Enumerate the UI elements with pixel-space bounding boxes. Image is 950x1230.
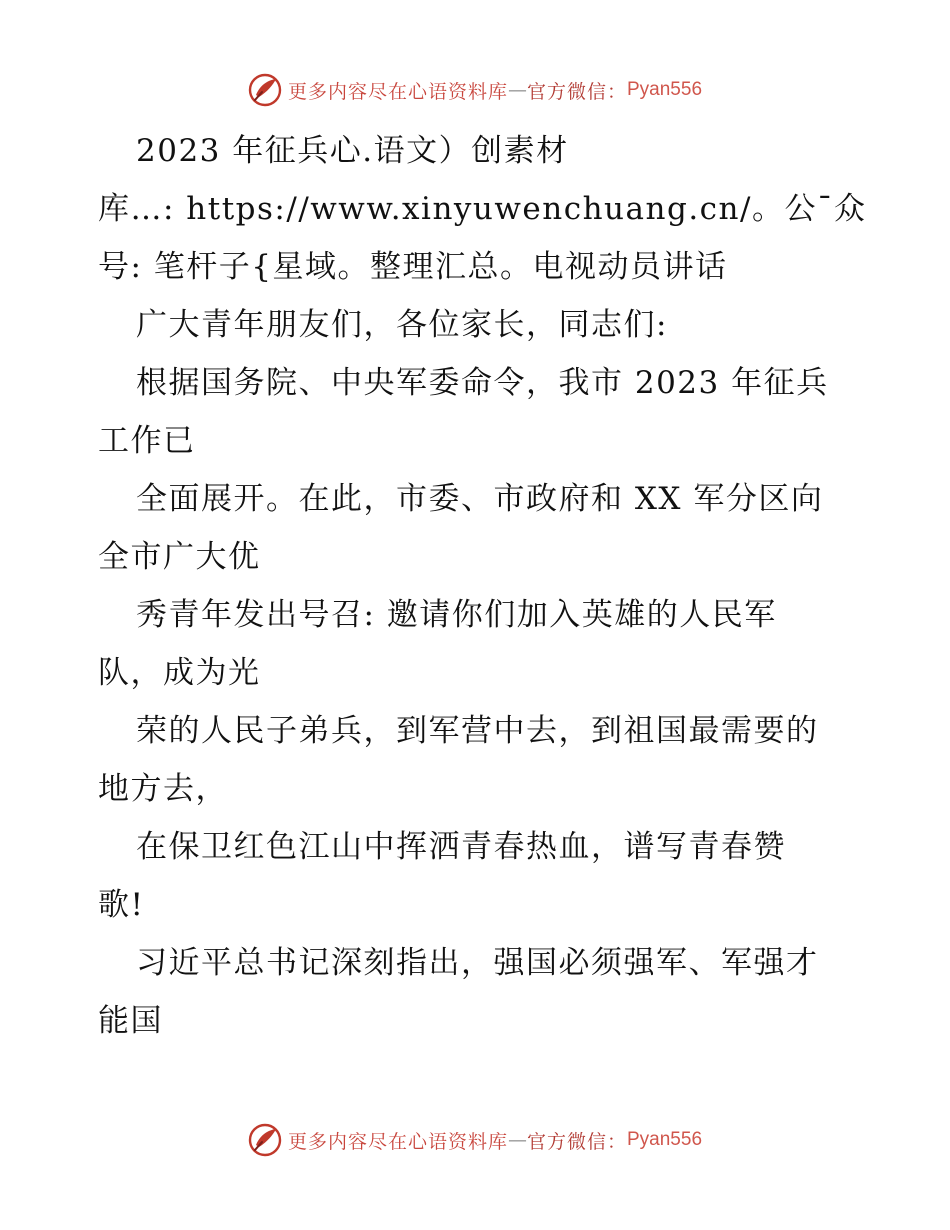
header-brand-text: 更多内容尽在心语资料库 [287, 80, 508, 103]
document-line-1: 2023 年征兵心.语文）创素材 [136, 133, 569, 169]
footer-wechat-handle: Pyan556 [627, 1129, 703, 1150]
document-line-11: 荣的人民子弟兵，到军营中去，到祖国最需要的 [136, 713, 819, 749]
document-line-4: 广大青年朋友们，各位家长，同志们: [136, 307, 668, 343]
document-line-10: 队，成为光 [98, 655, 261, 691]
header-wechat-handle: Pyan556 [627, 79, 703, 100]
document-body [98, 122, 867, 1050]
document-line-13: 在保卫红色江山中挥洒青春热血，谱写青春赞 [136, 829, 786, 865]
footer-watermark-banner [0, 1120, 950, 1160]
document-line-7: 全面展开。在此，市委、市政府和 XX 军分区向 [136, 481, 824, 517]
document-line-12: 地方去， [98, 771, 228, 807]
header-wechat-label: 官方微信： [526, 80, 627, 103]
header-dash: — [507, 79, 527, 101]
quill-logo-icon [248, 73, 282, 107]
quill-logo-icon [248, 1123, 282, 1157]
document-line-8: 全市广大优 [98, 539, 261, 575]
document-line-14: 歌! [98, 887, 145, 923]
document-line-2: 库…: https://www.xinyuwenchuang.cn/。公¯众 [98, 191, 867, 227]
footer-wechat-label: 官方微信： [526, 1130, 627, 1153]
document-line-15: 习近平总书记深刻指出，强国必须强军、军强才 [136, 945, 819, 981]
document-line-9: 秀青年发出号召: 邀请你们加入英雄的人民军 [136, 597, 777, 633]
footer-dash: — [507, 1129, 527, 1151]
document-line-3: 号: 笔杆子{星域。整理汇总。电视动员讲话 [98, 249, 728, 285]
document-line-16: 能国 [98, 1003, 163, 1039]
document-line-6: 工作已 [98, 423, 196, 459]
footer-brand-text: 更多内容尽在心语资料库 [287, 1130, 508, 1153]
header-watermark-banner [0, 70, 950, 110]
document-line-5: 根据国务院、中央军委命令，我市 2023 年征兵 [136, 365, 829, 401]
